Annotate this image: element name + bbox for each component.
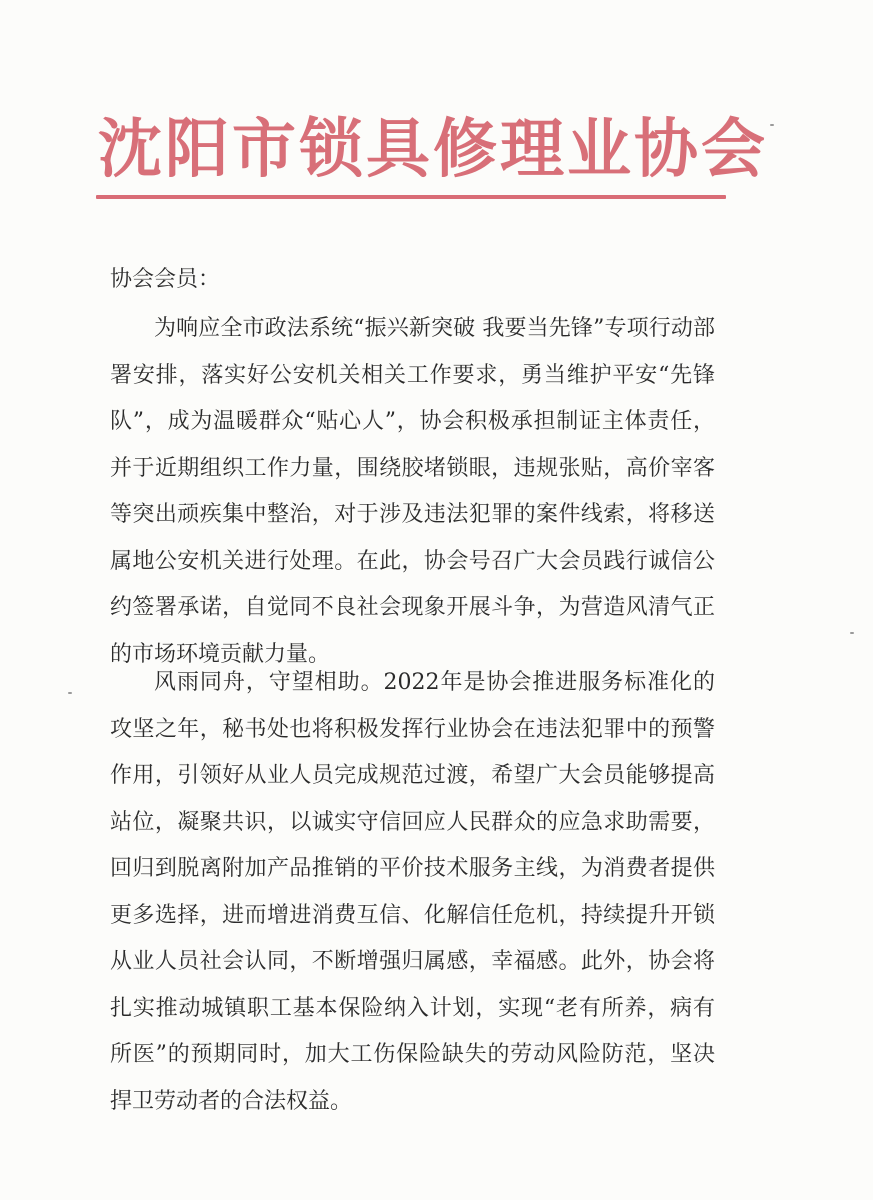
letterhead-red-rule <box>96 195 726 199</box>
letter-paragraph-2: 风雨同舟，守望相助。2022年是协会推进服务标准化的攻坚之年，秘书处也将积极发挥行业协会在违法犯罪中的预警作用，引领好从业人员完成规范过渡，希望广大会员能够提高站位，凝聚共识，以诚实守信回应人民群众的应急求助需要，回归到脱离附加产品推销的平价技术服务主线，为消费者提供更多选择，进而增进消费互信、化解信任危机，持续提升开锁从业人员社会认同，不断增强归属感，幸福感。此外，协会将扎实推动城镇职工基本保险纳入计划，实现“老有所养，病有所医”的预期同时，加大工伤保险缺失的劳动风险防范，坚决捍卫劳动者的合法权益。 <box>110 670 715 1114</box>
scan-speck <box>770 124 774 126</box>
scan-speck <box>850 632 854 634</box>
letter-salutation: 协会会员： <box>110 267 221 292</box>
scan-speck <box>68 692 72 694</box>
letterhead-title: 沈阳市锁具修理业协会 <box>98 113 768 187</box>
letter-paragraph-1: 为响应全市政法系统“振兴新突破 我要当先锋”专项行动部署安排，落实好公安机关相关工作要求，勇当维护平安“先锋队”，成为温暖群众“贴心人”，协会积极承担制证主体责任，并于近期组织工作力量，围绕胶堵锁眼，违规张贴，高价宰客等突出顽疾集中整治，对于涉及违法犯罪的案件线索，将移送属地公安机关进行处理。在此，协会号召广大会员践行诚信公约签署承诺，自觉同不良社会现象开展斗争，为营造风清气正的市场环境贡献力量。 <box>110 316 715 667</box>
